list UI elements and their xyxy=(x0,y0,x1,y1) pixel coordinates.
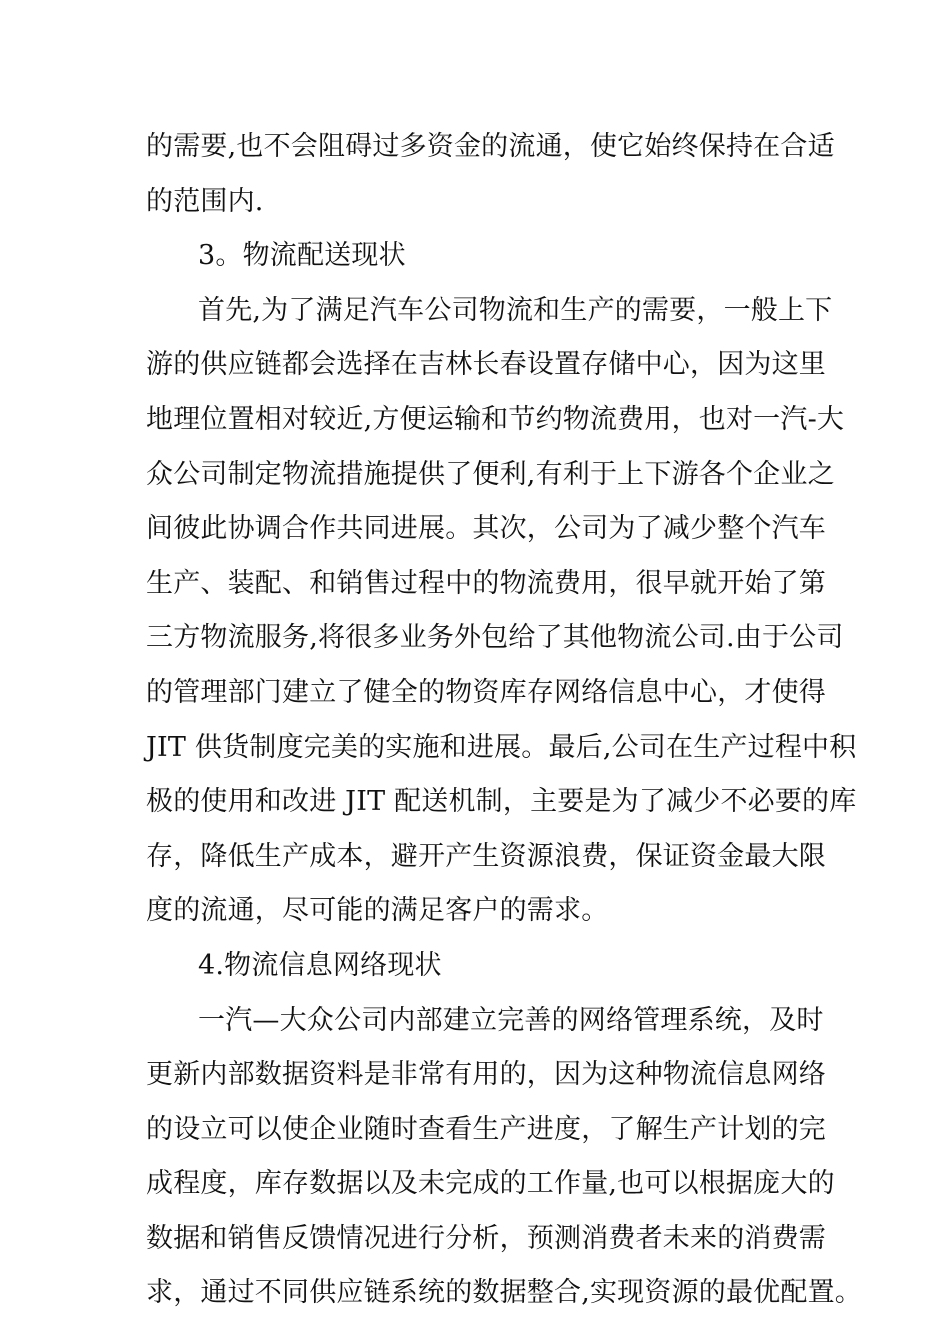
text-line: 游的供应链都会选择在吉林长春设置存储中心，因为这里 xyxy=(146,349,826,381)
text-line: 成程度，库存数据以及未完成的工作量,也可以根据庞大的 xyxy=(146,1168,835,1200)
text-line: 的设立可以使企业随时查看生产进度，了解生产计划的完 xyxy=(146,1113,826,1145)
section-heading: 4.物流信息网络现状 xyxy=(198,949,442,981)
text-line: 极的使用和改进 JIT 配送机制，主要是为了减少不必要的库 xyxy=(146,786,857,818)
section-heading: 3。物流配送现状 xyxy=(198,240,406,272)
text-line: 间彼此协调合作共同进展。其次，公司为了减少整个汽车 xyxy=(146,513,826,545)
text-line: 的范围内. xyxy=(146,185,264,217)
text-line: 的管理部门建立了健全的物资库存网络信息中心，才使得 xyxy=(146,676,826,708)
text-line: JIT 供货制度完美的实施和进展。最后,公司在生产过程中积 xyxy=(146,731,857,763)
text-line: 众公司制定物流措施提供了便利,有利于上下游各个企业之 xyxy=(146,458,835,490)
document-body xyxy=(146,120,862,1321)
paragraph-start: 一汽—大众公司内部建立完善的网络管理系统，及时 xyxy=(198,1004,824,1036)
paragraph-start: 首先,为了满足汽车公司物流和生产的需要，一般上下 xyxy=(198,294,833,326)
text-line: 数据和销售反馈情况进行分析，预测消费者未来的消费需 xyxy=(146,1222,826,1254)
text-line: 度的流通，尽可能的满足客户的需求。 xyxy=(146,895,609,927)
text-line: 的需要,也不会阻碍过多资金的流通，使它始终保持在合适 xyxy=(146,131,835,162)
text-line: 地理位置相对较近,方便运输和节约物流费用，也对一汽-大 xyxy=(146,403,845,435)
text-line: 求，通过不同供应链系统的数据整合,实现资源的最优配置。 xyxy=(146,1277,862,1309)
text-line: 生产、装配、和销售过程中的物流费用，很早就开始了第 xyxy=(146,567,826,599)
text-line: 三方物流服务,将很多业务外包给了其他物流公司.由于公司 xyxy=(146,622,844,654)
text-line: 更新内部数据资料是非常有用的，因为这种物流信息网络 xyxy=(146,1059,826,1091)
text-line: 存，降低生产成本，避开产生资源浪费，保证资金最大限 xyxy=(146,840,826,872)
